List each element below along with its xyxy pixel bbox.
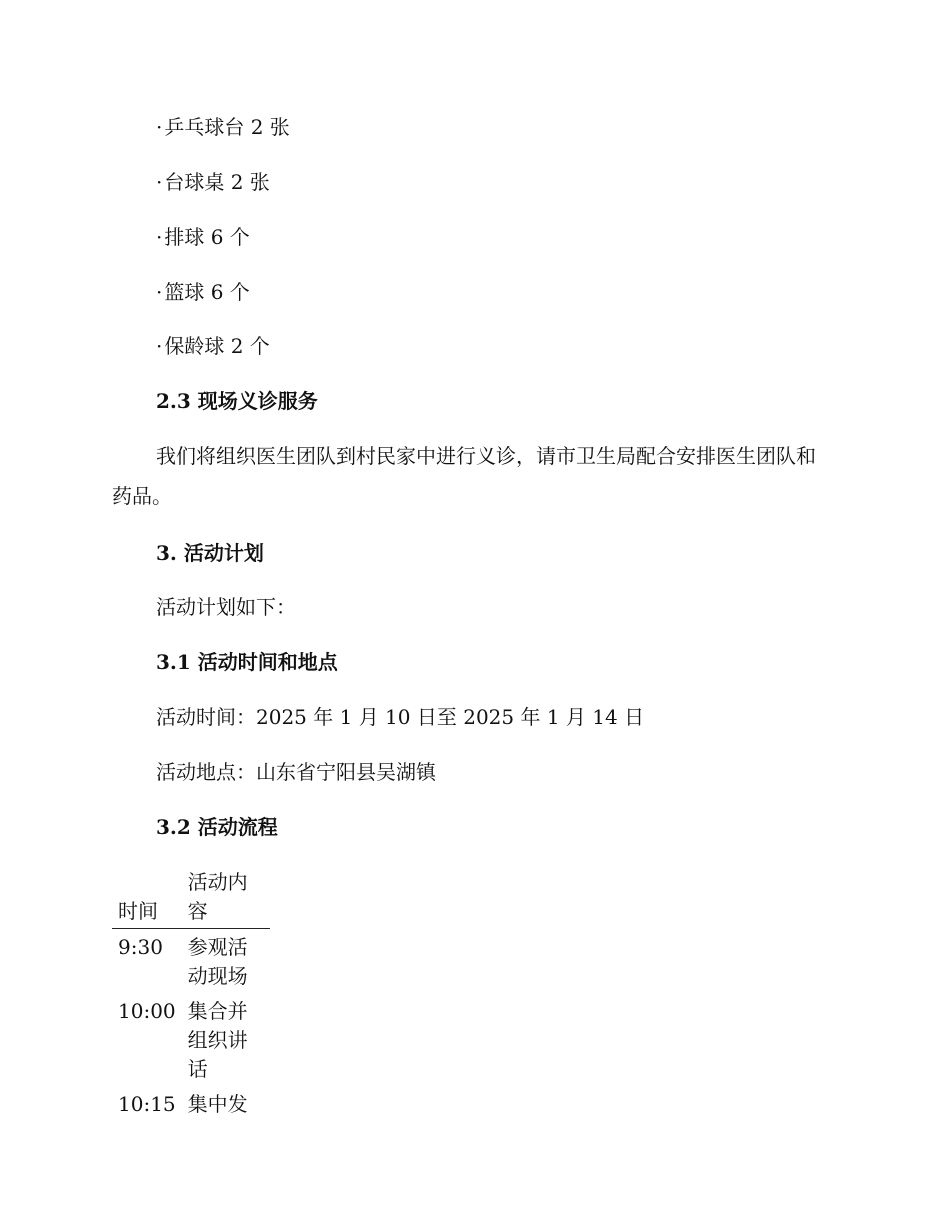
section-heading-3-1: 3.1 活动时间和地点 — [156, 650, 338, 674]
paragraph-clinic-service: 我们将组织医生团队到村民家中进行义诊，请市卫生局配合安排医生团队和药品。 — [112, 444, 816, 508]
table-cell-time: 10:00 — [118, 999, 176, 1023]
table-header-time: 时间 — [112, 868, 182, 929]
bullet: · — [156, 280, 163, 304]
table-cell-time: 9:30 — [118, 935, 163, 959]
bullet: · — [156, 225, 163, 249]
list-item-text: 篮球 6 个 — [164, 280, 250, 304]
activity-time-text: 活动时间：2025 年 1 月 10 日至 2025 年 1 月 14 日 — [156, 705, 645, 729]
list-item — [156, 223, 250, 251]
plan-intro-text: 活动计划如下： — [156, 595, 296, 619]
list-item — [156, 113, 290, 141]
table-header-content: 活动内容 — [182, 868, 270, 929]
bullet: · — [156, 115, 163, 139]
list-item — [156, 278, 250, 306]
table-row — [112, 1086, 270, 1121]
table-cell-content: 集合并组织讲话 — [187, 999, 248, 1081]
bullet: · — [156, 334, 163, 358]
section-heading-3: 3. 活动计划 — [156, 541, 264, 565]
list-item-text: 保龄球 2 个 — [164, 334, 270, 358]
list-item-text: 乒乓球台 2 张 — [164, 115, 290, 139]
table-header-row — [112, 868, 270, 929]
section-heading-2-3: 2.3 现场义诊服务 — [156, 389, 318, 413]
table-cell-content: 集中发 — [187, 1092, 248, 1116]
bullet: · — [156, 170, 163, 194]
list-item-text: 排球 6 个 — [164, 225, 250, 249]
list-item — [156, 168, 270, 196]
table-cell-content: 参观活动现场 — [187, 935, 248, 988]
table-cell-time: 10:15 — [118, 1092, 176, 1116]
table-row — [112, 993, 270, 1086]
section-heading-3-2: 3.2 活动流程 — [156, 815, 278, 839]
activity-place-text: 活动地点：山东省宁阳县吴湖镇 — [156, 760, 436, 784]
activity-flow-table — [112, 868, 270, 1121]
list-item-text: 台球桌 2 张 — [164, 170, 270, 194]
list-item — [156, 332, 270, 360]
table-row — [112, 929, 270, 994]
